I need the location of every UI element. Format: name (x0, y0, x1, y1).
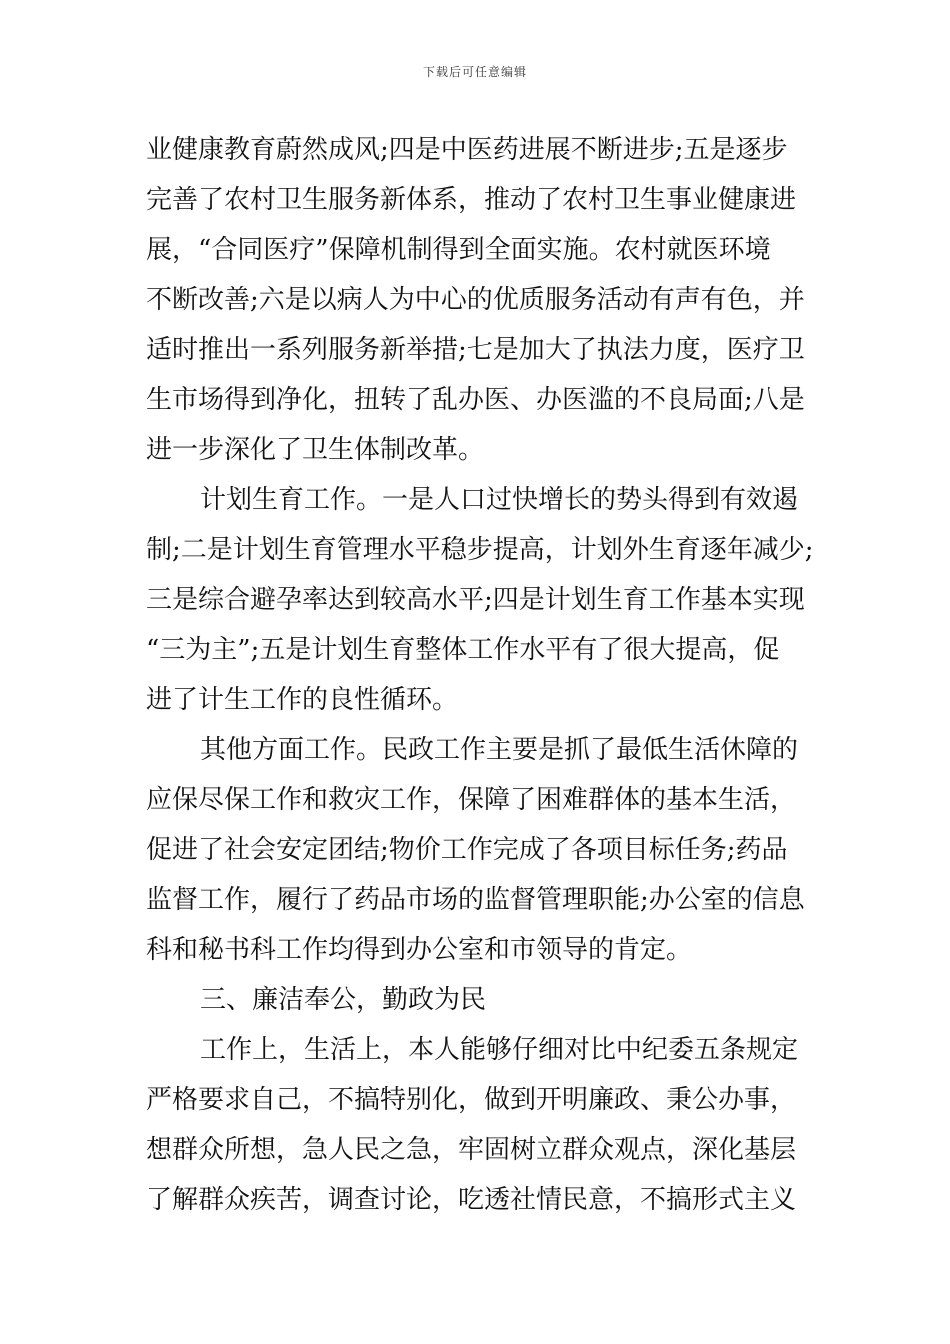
text-line-15: 促进了社会安定团结;物价工作完成了各项目标任务;药品 (146, 835, 788, 865)
text-line-12: 进了计生工作的良性循环。 (146, 685, 459, 715)
text-line-14: 应保尽保工作和救灾工作，保障了困难群体的基本生活， (146, 785, 797, 815)
text-line-20: 严格要求自己，不搞特别化，做到开明廉政、秉公办事， (146, 1085, 797, 1115)
paragraph-start-integrity: 工作上，生活上，本人能够仔细对比中纪委五条规定 (200, 1035, 799, 1065)
text-line-7: 进一步深化了卫生体制改革。 (146, 435, 485, 465)
text-line-11: “三为主”;五是计划生育整体工作水平有了很大提高，促 (146, 635, 780, 665)
page-header: 下载后可任意编辑 (422, 65, 527, 79)
text-line-10: 三是综合避孕率达到较高水平;四是计划生育工作基本实现 (146, 585, 805, 615)
text-line-6: 生市场得到净化，扭转了乱办医、办医滥的不良局面;八是 (146, 385, 805, 415)
text-line-5: 适时推出一系列服务新举措;七是加大了执法力度，医疗卫 (146, 335, 805, 365)
paragraph-start-other-work: 其他方面工作。民政工作主要是抓了最低生活休障的 (200, 735, 799, 765)
document-body (146, 125, 812, 1225)
text-line-17: 科和秘书科工作均得到办公室和市领导的肯定。 (146, 935, 693, 965)
text-line-1: 业健康教育蔚然成风;四是中医药进展不断进步;五是逐步 (146, 135, 788, 165)
text-line-2: 完善了农村卫生服务新体系，推动了农村卫生事业健康进 (146, 185, 797, 215)
text-line-16: 监督工作，履行了药品市场的监督管理职能;办公室的信息 (146, 885, 805, 915)
text-line-21: 想群众所想，急人民之急，牢固树立群众观点，深化基层 (146, 1135, 797, 1165)
text-line-3: 展，“合同医疗”保障机制得到全面实施。农村就医环境 (146, 235, 771, 265)
paragraph-start-family-planning: 计划生育工作。一是人口过快增长的势头得到有效遏 (200, 485, 799, 515)
text-line-9: 制;二是计划生育管理水平稳步提高，计划外生育逐年减少; (146, 535, 814, 565)
text-line-4: 不断改善;六是以病人为中心的优质服务活动有声有色，并 (146, 285, 805, 315)
text-line-22: 了解群众疾苦，调查讨论，吃透社情民意，不搞形式主义 (146, 1185, 797, 1215)
section-heading: 三、廉洁奉公，勤政为民 (200, 985, 487, 1015)
